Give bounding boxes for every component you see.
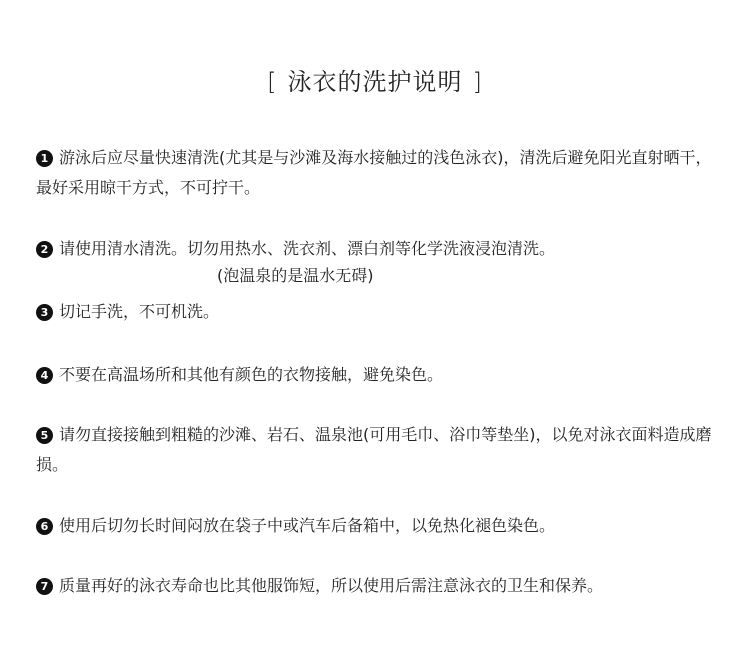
number-badge-icon: 4 (36, 367, 53, 384)
care-instruction-item (36, 511, 726, 541)
number-badge-icon: 2 (36, 241, 53, 258)
instruction-text: 不要在高温场所和其他有颜色的衣物接触，避免染色。 (59, 365, 444, 384)
instruction-text: 使用后切勿长时间闷放在袋子中或汽车后备箱中，以免热化褪色染色。 (59, 516, 556, 535)
care-instruction-item (36, 360, 726, 390)
number-badge-icon: 7 (36, 578, 53, 595)
care-instruction-item (36, 297, 726, 327)
number-badge-icon: 1 (36, 150, 53, 167)
instruction-text: 游泳后应尽量快速清洗(尤其是与沙滩及海水接触过的浅色泳衣)，清洗后避免阳光直射晒干，最好采用晾干方式，不可拧干。 (36, 148, 712, 197)
number-badge-icon: 5 (36, 427, 53, 444)
page-title (0, 62, 750, 97)
number-badge-icon: 3 (36, 304, 53, 321)
care-instruction-item (36, 234, 726, 288)
number-badge-icon: 6 (36, 518, 53, 535)
instruction-text: 请勿直接接触到粗糙的沙滩、岩石、温泉池(可用毛巾、浴巾等垫坐)，以免对泳衣面料造成磨损。 (36, 425, 712, 474)
care-instruction-item (36, 143, 726, 203)
care-instruction-item (36, 420, 726, 480)
care-instruction-item (36, 571, 726, 601)
title-open-bracket: [ (267, 68, 278, 96)
instruction-text: 切记手洗，不可机洗。 (59, 302, 220, 321)
title-text: 泳衣的洗护说明 (287, 68, 463, 96)
instruction-text: 质量再好的泳衣寿命也比其他服饰短，所以使用后需注意泳衣的卫生和保养。 (59, 576, 604, 595)
instruction-note: (泡温泉的是温水无碍) (217, 266, 374, 285)
instruction-text: 请使用清水清洗。切勿用热水、洗衣剂、漂白剂等化学洗液浸泡清洗。 (59, 239, 556, 258)
title-close-bracket: ] (472, 68, 483, 96)
